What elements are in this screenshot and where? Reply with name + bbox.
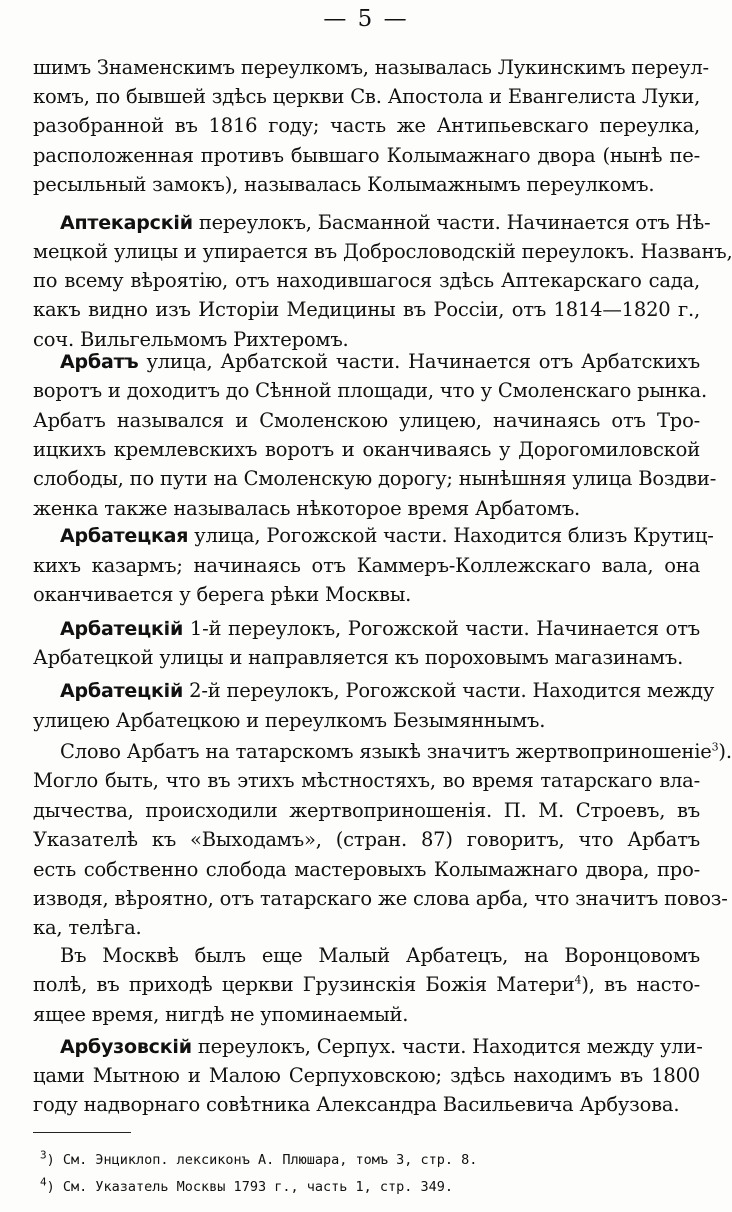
footnote bbox=[40, 1176, 453, 1198]
text-line bbox=[33, 884, 728, 914]
text-line bbox=[60, 521, 714, 551]
line-text: кихъ казармъ; начинаясь отъ Каммеръ-Коллежскаго вала, она bbox=[33, 554, 700, 577]
line-text: оканчивается у берега рѣки Москвы. bbox=[33, 583, 412, 606]
text-line bbox=[33, 580, 700, 610]
text-line bbox=[33, 1000, 700, 1030]
line-text: улица, Рогожской части. Находится близъ Крутиц- bbox=[188, 524, 714, 547]
text-line bbox=[33, 494, 700, 524]
line-text: Въ Москвѣ былъ еще Малый Арбатецъ, на Воронцовомъ bbox=[60, 944, 700, 967]
footnote bbox=[40, 1149, 477, 1171]
text-line bbox=[33, 266, 700, 296]
line-text: ицкихъ кремлевскихъ воротъ и оканчиваясь у Дорогомиловской bbox=[33, 438, 700, 461]
text-line bbox=[60, 614, 700, 644]
line-text: есть собственно слобода мастеровыхъ Колымажнаго двора, про- bbox=[33, 858, 700, 881]
text-line bbox=[33, 913, 700, 943]
text-line bbox=[60, 1032, 703, 1062]
line-text: ка, телѣга. bbox=[33, 916, 142, 939]
line-text: слободы, по пути на Смоленскую дорогу; нынѣшняя улица Воздви- bbox=[33, 467, 717, 490]
entry-headword: Арбатецкая bbox=[60, 525, 189, 547]
text-line bbox=[33, 141, 700, 171]
line-text: Арбатецкой улицы и направляется къ пороховымъ магазинамъ. bbox=[33, 646, 684, 669]
line-text: Слово Арбатъ на татарскомъ языкѣ значитъ жертвоприношеніе bbox=[60, 740, 712, 763]
line-text: 2-й переулокъ, Рогожской части. Находится между bbox=[183, 679, 715, 702]
line-text: соч. Вильгельмомъ Рихтеромъ. bbox=[33, 328, 349, 351]
text-line bbox=[33, 766, 700, 796]
line-text: шимъ Знаменскимъ переулкомъ, называлась Лукинскимъ переул- bbox=[33, 56, 709, 79]
line-text: мецкой улицы и упирается въ Добрословодскій переулокъ. Названъ, bbox=[33, 240, 732, 263]
line-text: улица, Арбатской части. Начинается отъ Арбатскихъ bbox=[138, 350, 700, 373]
line-text: 1-й переулокъ, Рогожской части. Начинается отъ bbox=[183, 617, 700, 640]
text-line bbox=[60, 347, 700, 377]
text-line bbox=[33, 406, 700, 436]
text-line bbox=[33, 435, 700, 465]
entry-headword: Аптекарскій bbox=[60, 212, 193, 234]
text-line bbox=[33, 53, 709, 83]
text-line bbox=[33, 1090, 700, 1120]
line-text: по всему вѣроятію, отъ находившагося здѣсь Аптекарскаго сада, bbox=[33, 269, 700, 292]
footnote-divider bbox=[33, 1132, 131, 1133]
line-text: ящее время, нигдѣ не упоминаемый. bbox=[33, 1003, 409, 1026]
text-line bbox=[33, 970, 700, 1000]
text-line bbox=[33, 855, 700, 885]
line-text: расположенная противъ бывшаго Колымажнаго двора (нынѣ пе- bbox=[33, 144, 700, 167]
line-text: ресыльный замокъ), называлась Колымажнымъ переулкомъ. bbox=[33, 173, 655, 196]
line-tail: ), въ насто- bbox=[581, 973, 700, 996]
line-text: разобранной въ 1816 году; часть же Антипьевскаго переулка, bbox=[33, 114, 700, 137]
line-text: изводя, вѣроятно, отъ татарскаго же слова арба, что значитъ повоз- bbox=[33, 887, 728, 910]
text-line bbox=[33, 111, 700, 141]
line-text: улицею Арбатецкою и переулкомъ Безымяннымъ. bbox=[33, 709, 546, 732]
line-text: воротъ и доходитъ до Сѣнной площади, что у Смоленскаго рынка. bbox=[33, 379, 707, 402]
text-line bbox=[33, 643, 700, 673]
text-line bbox=[33, 825, 700, 855]
page-number: — 5 — bbox=[323, 6, 409, 32]
text-line bbox=[33, 295, 700, 325]
footnote-ref: 4 bbox=[574, 973, 582, 987]
footnote-mark: 3 bbox=[40, 1148, 47, 1162]
footnote-text: ) См. Указатель Москвы 1793 г., часть 1, стр. 349. bbox=[46, 1179, 454, 1195]
text-line bbox=[60, 737, 732, 767]
footnote-text: ) См. Энциклоп. лексиконъ А. Плюшара, томъ 3, стр. 8. bbox=[46, 1152, 478, 1168]
line-text: комъ, по бывшей здѣсь церкви Св. Апостола и Евангелиста Луки, bbox=[33, 85, 701, 108]
text-line bbox=[33, 706, 700, 736]
text-line bbox=[33, 237, 732, 267]
text-line bbox=[33, 1061, 700, 1091]
text-line bbox=[60, 676, 715, 706]
text-line bbox=[60, 208, 711, 238]
text-line bbox=[60, 941, 700, 971]
entry-headword: Арбатецкій bbox=[60, 618, 184, 640]
entry-headword: Арбузовскій bbox=[60, 1036, 192, 1058]
line-text: году надворнаго совѣтника Александра Васильевича Арбузова. bbox=[33, 1093, 680, 1116]
text-line bbox=[33, 376, 707, 406]
line-text: Указателѣ къ «Выходамъ», (стран. 87) говоритъ, что Арбатъ bbox=[33, 828, 700, 851]
entry-headword: Арбатъ bbox=[60, 351, 139, 373]
line-text: полѣ, въ приходѣ церкви Грузинскія Божія Матери bbox=[33, 973, 575, 996]
line-text: Могло быть, что въ этихъ мѣстностяхъ, во время татарскаго вла- bbox=[33, 769, 700, 792]
line-text: Арбатъ назывался и Смоленскою улицею, начинаясь отъ Тро- bbox=[33, 409, 700, 432]
line-text: женка также называлась нѣкоторое время Арбатомъ. bbox=[33, 497, 581, 520]
line-tail: ). bbox=[718, 740, 732, 763]
line-text: какъ видно изъ Исторіи Медицины въ Россіи, отъ 1814—1820 г., bbox=[33, 298, 700, 321]
text-line bbox=[33, 464, 717, 494]
line-text: переулокъ, Серпух. части. Находится между ули- bbox=[191, 1035, 703, 1058]
line-text: дычества, происходили жертвоприношенія. П. М. Строевъ, въ bbox=[33, 799, 700, 822]
text-line bbox=[33, 82, 700, 112]
line-text: переулокъ, Басманной части. Начинается отъ Нѣ- bbox=[192, 211, 711, 234]
text-line bbox=[33, 170, 700, 200]
footnote-ref: 3 bbox=[711, 740, 719, 754]
text-line bbox=[33, 551, 700, 581]
line-text: цами Мытною и Малою Серпуховскою; здѣсь находимъ въ 1800 bbox=[33, 1064, 700, 1087]
entry-headword: Арбатецкій bbox=[60, 680, 184, 702]
text-line bbox=[33, 796, 700, 826]
footnote-mark: 4 bbox=[40, 1175, 47, 1189]
